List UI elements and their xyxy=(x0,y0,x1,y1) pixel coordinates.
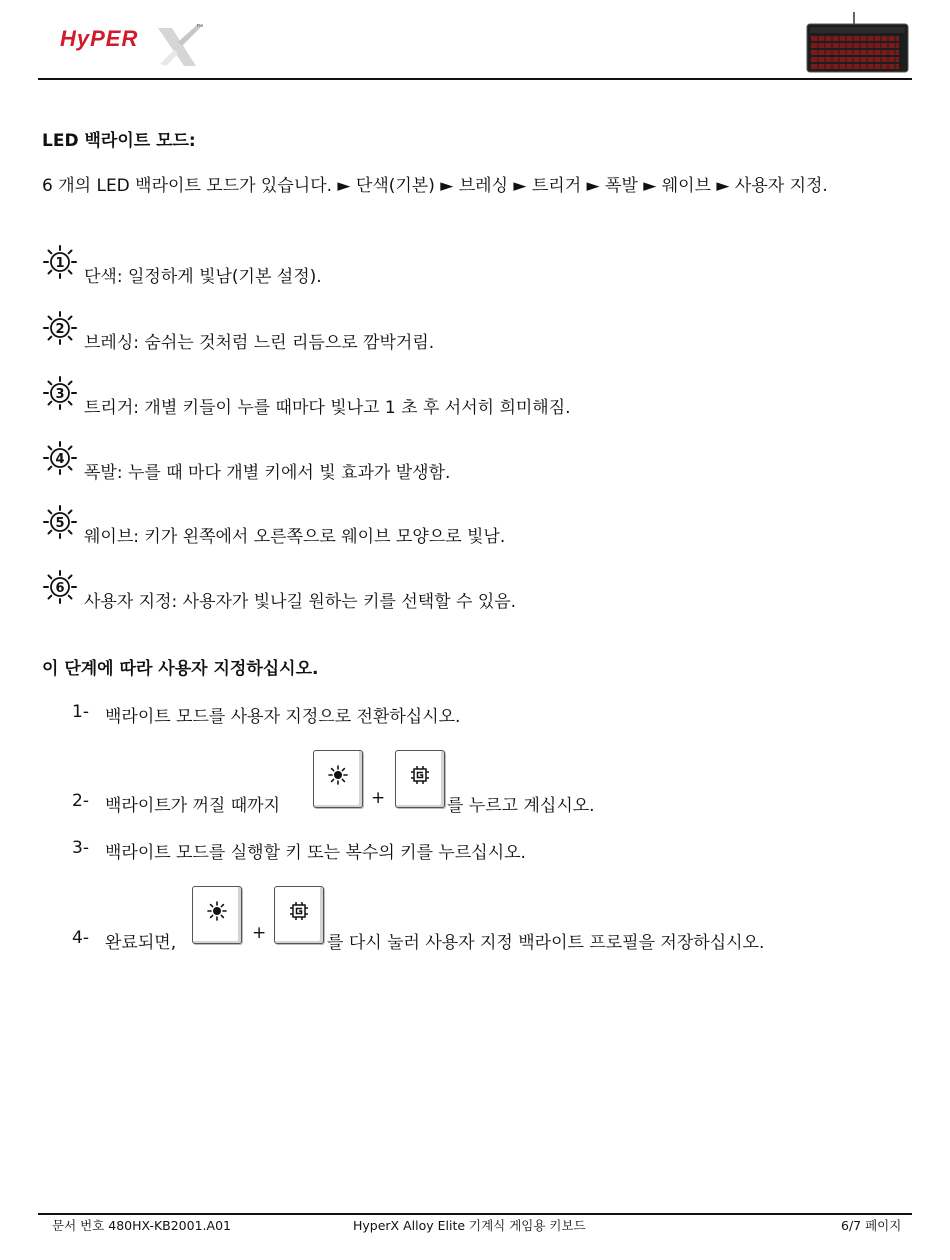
trademark-symbol: ™ xyxy=(196,24,203,31)
mode-description: 트리거: 개별 키들이 누를 때마다 빛나고 1 초 후 서서히 희미해짐. xyxy=(84,398,571,418)
step-number: 3- xyxy=(72,838,89,858)
sun-number-icon xyxy=(42,440,78,476)
mode-description: 폭발: 누를 때 마다 개별 키에서 빛 효과가 발생함. xyxy=(84,463,451,483)
sun-number-icon xyxy=(42,569,78,605)
step-number: 4- xyxy=(72,928,89,948)
mode-item-trigger xyxy=(42,375,902,419)
mode-item-breathing xyxy=(42,310,902,354)
svg-text:6: 6 xyxy=(55,581,65,596)
plus-sign: + xyxy=(371,788,386,808)
game-mode-key xyxy=(274,886,324,944)
step-number: 2- xyxy=(72,791,89,811)
game-mode-key-icon xyxy=(289,901,309,921)
backlight-key xyxy=(313,750,363,808)
sun-number-icon xyxy=(42,504,78,540)
brand-wordmark: HyPER xyxy=(60,26,139,51)
page-header xyxy=(0,0,950,84)
step-text: 를 다시 눌러 사용자 지정 백라이트 프로필을 저장하십시오. xyxy=(327,933,765,953)
mode-description: 단색: 일정하게 빛남(기본 설정). xyxy=(84,267,322,287)
mode-description: 사용자 지정: 사용자가 빛나길 원하는 키를 선택할 수 있음. xyxy=(84,592,517,612)
page-number: 6/7 페이지 xyxy=(841,1218,902,1233)
backlight-key xyxy=(192,886,242,944)
step-number: 1- xyxy=(72,702,89,722)
backlight-key-icon xyxy=(328,765,348,785)
plus-sign: + xyxy=(252,923,267,943)
document-number: 문서 번호 480HX-KB2001.A01 xyxy=(52,1218,231,1233)
document-title: HyperX Alloy Elite 기계식 게임용 키보드 xyxy=(353,1218,586,1233)
step-text: 백라이트 모드를 사용자 지정으로 전환하십시오. xyxy=(105,707,461,727)
keyboard-photo xyxy=(806,10,909,74)
step-text: 백라이트가 꺼질 때까지 xyxy=(105,796,281,816)
backlight-key-icon xyxy=(207,901,227,921)
sun-number-icon xyxy=(42,244,78,280)
mode-description: 브레싱: 숨쉬는 것처럼 느린 리듬으로 깜박거림. xyxy=(84,333,435,353)
game-mode-key-icon xyxy=(410,765,430,785)
footer-divider xyxy=(38,1213,912,1215)
sun-number-icon xyxy=(42,310,78,346)
svg-text:5: 5 xyxy=(55,516,65,531)
section-title: LED 백라이트 모드: xyxy=(42,131,196,151)
x-mark-icon xyxy=(156,22,200,70)
svg-text:1: 1 xyxy=(55,256,65,271)
mode-item-solid xyxy=(42,244,902,288)
intro-paragraph: 6 개의 LED 백라이트 모드가 있습니다. ► 단색(기본) ► 브레싱 ► 트리거 ► 폭발 ► 웨이브 ► 사용자 지정. xyxy=(42,176,828,196)
mode-item-custom xyxy=(42,569,902,613)
step-text: 완료되면, xyxy=(105,933,177,953)
sun-number-icon xyxy=(42,375,78,411)
header-divider xyxy=(38,78,912,80)
svg-text:2: 2 xyxy=(55,322,65,337)
mode-item-wave xyxy=(42,504,902,548)
step-text: 를 누르고 계십시오. xyxy=(447,796,595,816)
game-mode-key xyxy=(395,750,445,808)
mode-item-explosion xyxy=(42,440,902,484)
steps-title: 이 단계에 따라 사용자 지정하십시오. xyxy=(42,659,319,679)
hyperx-logo xyxy=(56,18,206,70)
svg-text:3: 3 xyxy=(55,387,65,402)
step-text: 백라이트 모드를 실행할 키 또는 복수의 키를 누르십시오. xyxy=(105,843,526,863)
svg-text:4: 4 xyxy=(55,452,65,467)
mode-description: 웨이브: 키가 왼쪽에서 오른쪽으로 웨이브 모양으로 빛남. xyxy=(84,527,506,547)
